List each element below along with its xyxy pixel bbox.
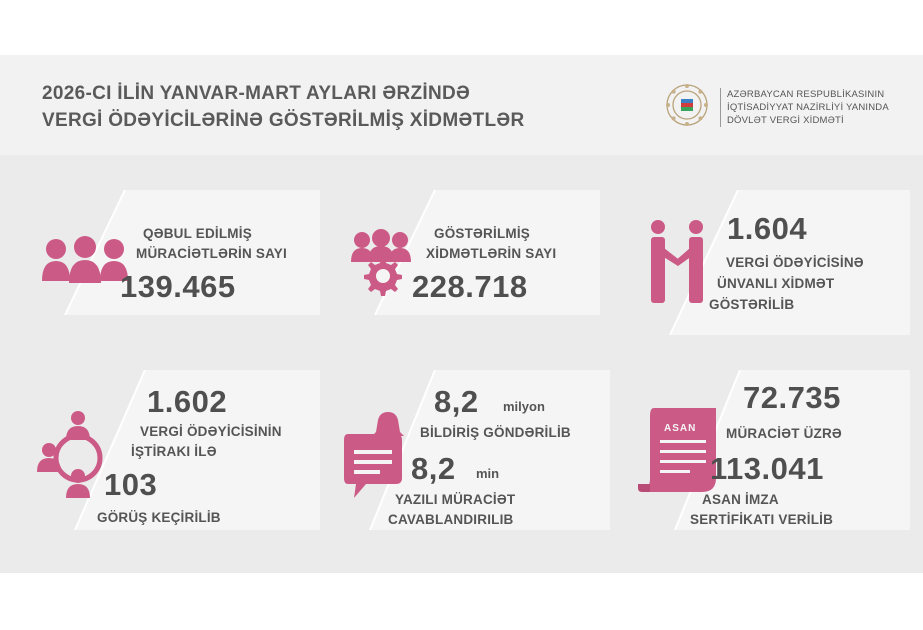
card5-unit-2: min [476, 466, 500, 481]
card-meetings [30, 370, 320, 530]
title-line-1: 2026-CI İLİN YANVAR-MART AYLARI ƏRZİNDƏ [42, 83, 471, 104]
card4-value-2: 103 [104, 467, 158, 502]
card1-label-2: MÜRACİƏTLƏRİN SAYI [136, 246, 287, 261]
card2-label-1: GÖSTƏRİLMİŞ [434, 226, 531, 241]
org-line-2: İQTİSADİYYAT NAZİRLİYİ YANINDA [727, 102, 889, 113]
card3-label-3: GÖSTƏRİLİB [709, 297, 795, 312]
card5-label-1: BİLDİRİŞ GÖNDƏRİLİB [420, 425, 571, 440]
card5-value-2: 8,2 [411, 451, 456, 486]
card-received-applications [30, 190, 320, 315]
card2-value: 228.718 [412, 269, 528, 304]
card5-label-2: YAZILI MÜRACİƏT [395, 492, 516, 507]
people-group-icon [40, 235, 130, 285]
card3-label-2: ÜNVANLI XİDMƏT [717, 276, 835, 291]
card6-label-2: ASAN İMZA [702, 492, 779, 507]
org-line-1: AZƏRBAYCAN RESPUBLİKASININ [727, 89, 885, 100]
certificate-icon [636, 406, 720, 498]
card1-label-1: QƏBUL EDİLMİŞ [143, 226, 252, 241]
emblem-icon [664, 82, 710, 128]
title-line-2: VERGİ ÖDƏYİCİLƏRİNƏ GÖSTƏRİLMİŞ XİDMƏTLƏR [42, 110, 525, 131]
card5-label-3: CAVABLANDIRILIB [388, 512, 514, 527]
organization-name [720, 88, 889, 127]
message-bell-icon [344, 410, 416, 502]
card2-label-2: XİDMƏTLƏRİN SAYI [426, 246, 557, 261]
card4-label-1: VERGİ ÖDƏYİCİSİNİN [140, 424, 282, 439]
org-line-3: DÖVLƏT VERGİ XİDMƏTİ [727, 115, 844, 126]
card-asan-signature [630, 370, 910, 530]
gear-people-icon [348, 228, 414, 298]
card-services-provided [340, 190, 600, 315]
card1-value: 139.465 [120, 269, 236, 304]
card6-label-1: MÜRACİƏT ÜZRƏ [726, 426, 842, 441]
handshake-icon [638, 218, 718, 306]
card5-unit-1: milyon [503, 399, 545, 414]
card3-label-1: VERGİ ÖDƏYİCİSİNƏ [726, 255, 864, 270]
asan-badge: ASAN [664, 423, 697, 434]
card4-value-1: 1.602 [147, 384, 228, 419]
card6-label-3: SERTİFİKATI VERİLİB [690, 512, 834, 527]
page-title [42, 80, 642, 134]
card-notifications [340, 370, 610, 530]
card4-label-2: İŞTİRAKI İLƏ [131, 444, 217, 459]
card6-value-2: 113.041 [710, 451, 824, 486]
card5-value-1: 8,2 [434, 384, 479, 419]
card4-label-3: GÖRÜŞ KEÇİRİLİB [97, 510, 221, 525]
card-targeted-service [630, 190, 910, 335]
organization-block [662, 80, 920, 130]
card3-value: 1.604 [727, 211, 808, 246]
card6-value-1: 72.735 [743, 380, 841, 415]
